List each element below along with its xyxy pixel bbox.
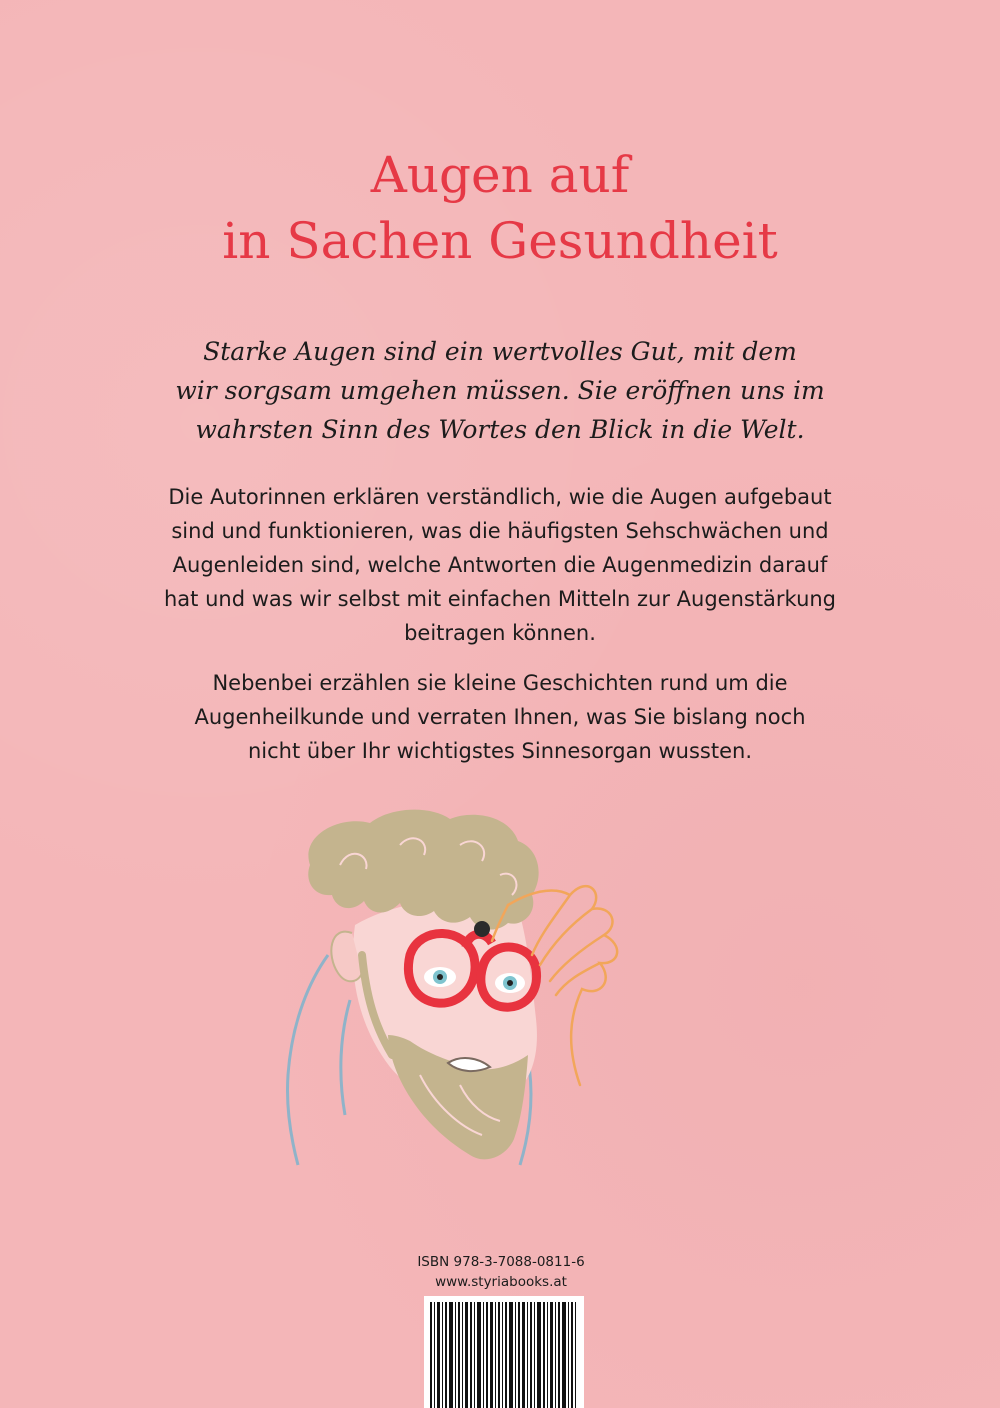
title-line-1: Augen auf [370,146,630,204]
body2-line-1: Nebenbei erzählen sie kleine Geschichten rund um die [212,671,788,695]
left-pupil [437,974,443,980]
lead-line-1: Starke Augen sind ein wertvolles Gut, mit dem [203,337,797,366]
cover-title [0,142,1000,274]
shirt-outline-left [287,955,328,1165]
isbn-text: ISBN 978-3-7088-0811-6 [417,1254,585,1270]
title-line-2: in Sachen Gesundheit [222,212,778,270]
body1-line-5: beitragen können. [404,621,596,645]
barcode [424,1296,584,1408]
body2-line-2: Augenheilkunde und verraten Ihnen, was Sie bislang noch [194,705,806,729]
description-paragraph-1 [80,480,920,650]
lead-paragraph [100,332,900,449]
man-with-glasses-illustration [270,805,670,1185]
glasses-bridge-dot [474,921,490,937]
body1-line-2: sind und funktionieren, was die häufigsten Sehschwächen und [171,519,829,543]
lead-line-3: wahrsten Sinn des Wortes den Blick in die Welt. [195,415,805,444]
right-pupil [507,980,513,986]
body1-line-3: Augenleiden sind, welche Antworten die Augenmedizin darauf [172,553,828,577]
body2-line-3: nicht über Ihr wichtigstes Sinnesorgan wussten. [247,739,752,763]
publisher-website: www.styriabooks.at [435,1274,567,1290]
imprint [410,1252,592,1292]
lead-line-2: wir sorgsam umgehen müssen. Sie eröffnen uns im [175,376,825,405]
shirt-outline-inner [341,1000,350,1115]
body1-line-4: hat und was wir selbst mit einfachen Mitteln zur Augenstärkung [163,587,837,611]
body1-line-1: Die Autorinnen erklären verständlich, wie die Augen aufgebaut [168,485,832,509]
description-paragraph-2 [80,666,920,768]
